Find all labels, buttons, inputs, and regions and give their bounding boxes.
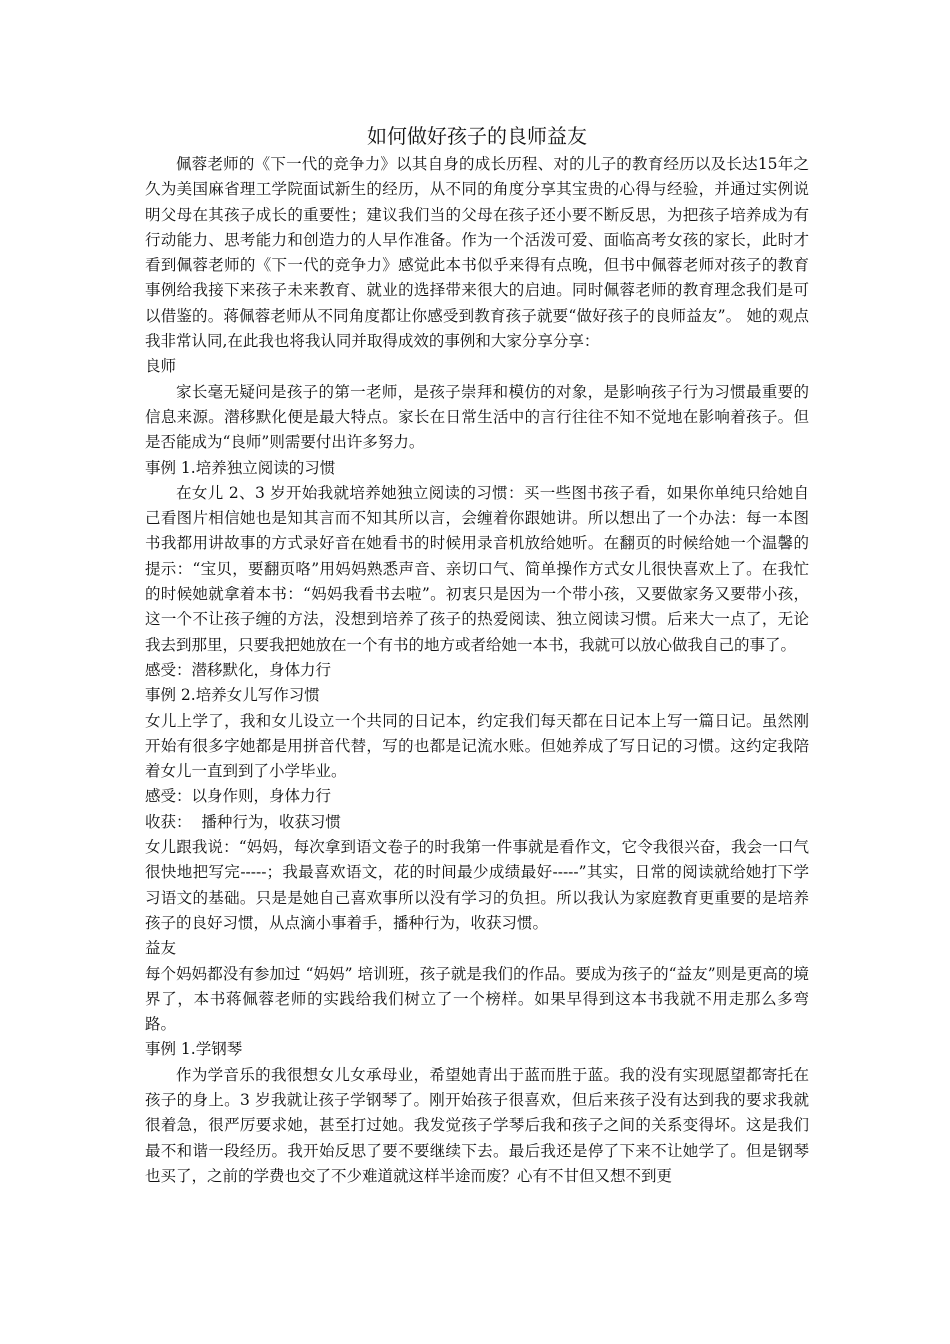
- body-paragraph: 家长毫无疑问是孩子的第一老师，是孩子崇拜和模仿的对象，是影响孩子行为习惯最重要的信息来源。潜移默化便是最大特点。家长在日常生活中的言行往往不知不觉地在影响着孩子。但是否能成为“良师”则需要付出许多努力。: [145, 382, 809, 452]
- body-paragraph: 作为学音乐的我很想女儿女承母业，希望她青出于蓝而胜于蓝。我的没有实现愿望都寄托在孩子的身上。3 岁我就让孩子学钢琴了。刚开始孩子很喜欢，但后来孩子没有达到我的要求我就很着急，很严厉要求她，甚至打过她。我发觉孩子学琴后我和孩子之间的关系变得坏。这是我们最不和谐一段经历。我开始反思了要不要继续下去。最后我还是停了下来不让她学了。但是钢琴也买了，之前的学费也交了不少难道就这样半途而废？心有不甘但又想不到更: [145, 1065, 809, 1185]
- intro-paragraph: 佩蓉老师的《下一代的竞争力》以其自身的成长历程、对的儿子的教育经历以及长达15年之久为美国麻省理工学院面试新生的经历，从不同的角度分享其宝贵的心得与经验，并通过实例说明父母在其孩子成长的重要性；建议我们当的父母在孩子还小要不断反思，为把孩子培养成为有行动能力、思考能力和创造力的人早作准备。作为一个活泼可爱、面临高考女孩的家长，此时才看到佩蓉老师的《下一代的竞争力》感觉此本书似乎来得有点晚，但书中佩蓉老师对孩子的教育事例给我接下来孩子未来教育、就业的选择带来很大的启迪。同时佩蓉老师的教育理念我们是可以借鉴的。蒋佩蓉老师从不同角度都让你感受到教育孩子就要“做好孩子的良师益友”。 她的观点我非常认同,在此我也将我认同并取得成效的事例和大家分享分享：: [145, 155, 809, 351]
- document-body: [145, 120, 809, 1189]
- body-paragraph: 每个妈妈都没有参加过 “妈妈” 培训班，孩子就是我们的作品。要成为孩子的“益友”则是更高的境界了，本书蒋佩蓉老师的实践给我们树立了一个榜样。如果早得到这本书我就不用走那么多弯路。: [145, 964, 809, 1034]
- example-heading: 事例 2.培养女儿写作习惯: [145, 686, 320, 705]
- reflection-line: 感受：以身作则，身体力行: [145, 787, 332, 806]
- body-paragraph: 女儿上学了，我和女儿设立一个共同的日记本，约定我们每天都在日记本上写一篇日记。虽然刚开始有很多字她都是用拼音代替，写的也都是记流水账。但她养成了写日记的习惯。这约定我陪着女儿一直到到了小学毕业。: [145, 711, 809, 781]
- section-heading-liangshi: 良师: [145, 357, 177, 376]
- gain-line: 收获： 播种行为，收获习惯: [145, 812, 341, 831]
- example-heading: 事例 1.学钢琴: [145, 1040, 243, 1059]
- document-title: 如何做好孩子的良师益友: [367, 124, 587, 148]
- reflection-line: 感受：潜移默化，身体力行: [145, 660, 332, 679]
- example-heading: 事例 1.培养独立阅读的习惯: [145, 458, 336, 477]
- body-paragraph: 在女儿 2、3 岁开始我就培养她独立阅读的习惯：买一些图书孩子看，如果你单纯只给她自己看图片相信她也是知其言而不知其所以言，会缠着你跟她讲。所以想出了一个办法：每一本图书我都用讲故事的方式录好音在她看书的时候用录音机放给她听。在翻页的时候给她一个温馨的提示：“宝贝，要翻页咯”用妈妈熟悉声音、亲切口气、简单操作方式女儿很快喜欢上了。在我忙的时候她就拿着本书：“妈妈我看书去啦”。初衷只是因为一个带小孩，又要做家务又要带小孩，这一个不让孩子缠的方法，没想到培养了孩子的热爱阅读、独立阅读习惯。后来大一点了，无论我去到那里，只要我把她放在一个有书的地方或者给她一本书，我就可以放心做我自己的事了。: [145, 483, 809, 654]
- section-heading-yiyou: 益友: [145, 939, 177, 958]
- body-paragraph: 女儿跟我说：“妈妈，每次拿到语文卷子的时我第一件事就是看作文，它令我很兴奋，我会一口气很快地把写完-----；我最喜欢语文，花的时间最少成绩最好-----”其实，日常的阅读就给她打下学习语文的基础。只是是她自己喜欢事所以没有学习的负担。所以我认为家庭教育更重要的是培养孩子的良好习惯，从点滴小事着手，播种行为，收获习惯。: [145, 838, 809, 932]
